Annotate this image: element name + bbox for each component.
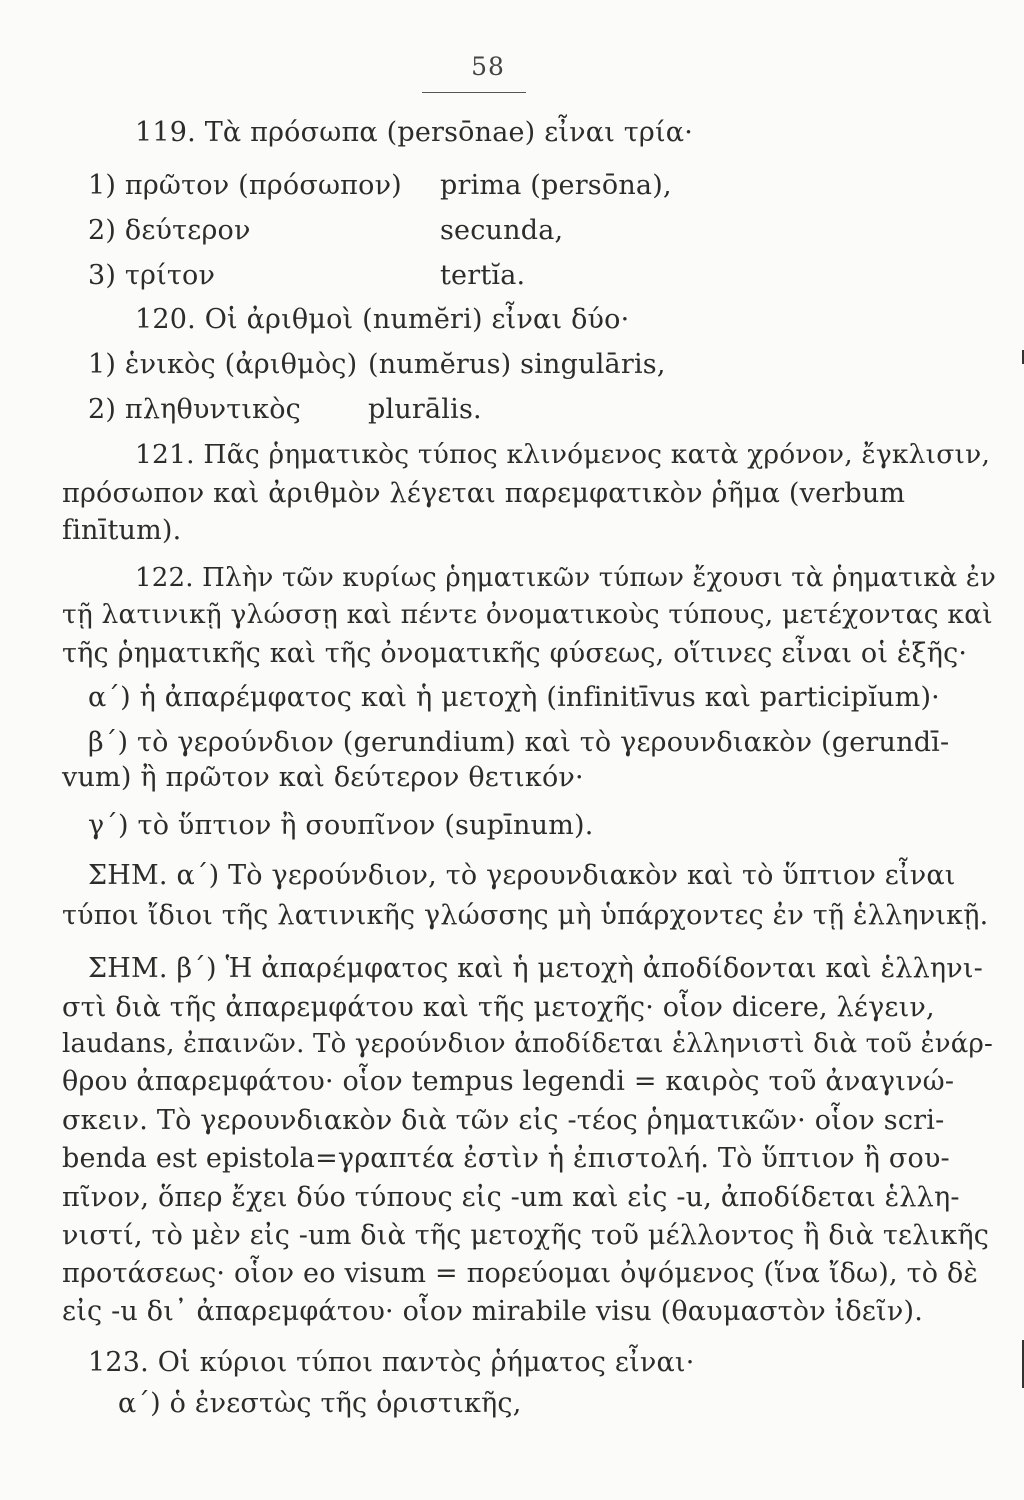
text-line: τῆς ῥηματικῆς καὶ τῆς ὀνοματικῆς φύσεως, οἵτινες εἶναι οἱ ἑξῆς· [62,638,968,669]
latin-line: prima (persōna), [440,170,672,201]
text-line: β΄) τὸ γερούνδιον (gerundium) καὶ τὸ γερουνδιακὸν (gerundī- [88,727,950,758]
text-line: α΄) ἡ ἀπαρέμφατος καὶ ἡ μετοχὴ (infinitīvus καὶ participĭum)· [88,682,940,713]
latin-line: secunda, [440,215,564,246]
page-number-rule [422,92,526,93]
text-line: 122. Πλὴν τῶν κυρίως ῥηματικῶν τύπων ἔχουσι τὰ ῥηματικὰ ἐν [135,563,997,593]
text-line: τύποι ἴδιοι τῆς λατινικῆς γλώσσης μὴ ὑπάρχοντες ἐν τῇ ἑλληνικῇ. [62,900,989,931]
text-line: 2) δεύτερον [88,215,251,246]
text-line: πρόσωπον καὶ ἀριθμὸν λέγεται παρεμφατικὸν ῥῆμα (verbum [62,478,906,509]
text-line: γ΄) τὸ ὕπτιον ἢ σουπῖνον (supīnum). [88,810,594,841]
page-number: 58 [471,52,505,81]
text-line: finītum). [62,515,182,546]
text-line: 119. Τὰ πρόσωπα (persōnae) εἶναι τρία· [135,117,694,148]
text-line: στὶ διὰ τῆς ἀπαρεμφάτου καὶ τῆς μετοχῆς· οἷον dicere, λέγειν, [62,992,935,1023]
text-line: προτάσεως· οἷον eo visum = πορεύομαι ὀψόμενος (ἵνα ἴδω), τὸ δὲ [62,1258,979,1289]
text-line: α΄) ὁ ἐνεστὼς τῆς ὁριστικῆς, [118,1388,522,1419]
text-line: θρου ἀπαρεμφάτου· οἷον tempus legendi = καιρὸς τοῦ ἀναγινώ- [62,1066,955,1097]
text-line: 3) τρίτον [88,260,216,291]
text-line: laudans, ἐπαινῶν. Τὸ γερούνδιον ἀποδίδεται ἑλληνιστὶ διὰ τοῦ ἐνάρ- [62,1029,993,1059]
text-line: ΣΗΜ. β΄) Ἡ ἀπαρέμφατος καὶ ἡ μετοχὴ ἀποδίδονται καὶ ἑλληνι- [88,953,984,984]
text-line: 120. Οἱ ἀριθμοὶ (numĕri) εἶναι δύο· [135,304,630,335]
text-line: τῇ λατινικῇ γλώσσῃ καὶ πέντε ὀνοματικοὺς τύπους, μετέχοντας καὶ [62,599,993,630]
text-line: benda est epistola=γραπτέα ἐστὶν ἡ ἐπιστολή. Τὸ ὕπτιον ἢ σου- [62,1143,950,1174]
text-line: vum) ἢ πρῶτον καὶ δεύτερον θετικόν· [62,762,584,793]
text-line: πῖνον, ὅπερ ἔχει δύο τύπους εἰς -um καὶ εἰς -u, ἀποδίδεται ἑλλη- [62,1182,960,1213]
text-line: 121. Πᾶς ῥηματικὸς τύπος κλινόμενος κατὰ χρόνον, ἔγκλισιν, [135,439,991,470]
text-line: 2) πληθυντικὸς [88,394,301,425]
latin-line: plurālis. [368,394,482,425]
text-line: 123. Οἱ κύριοι τύποι παντὸς ῥήματος εἶναι· [88,1347,695,1378]
latin-line: (numĕrus) singulāris, [368,349,666,380]
text-line: σκειν. Τὸ γερουνδιακὸν διὰ τῶν εἰς -τέος ῥηματικῶν· οἷον scri- [62,1105,945,1136]
text-line: εἰς -u δι᾽ ἀπαρεμφάτου· οἷον mirabile visu (θαυμαστὸν ἰδεῖν). [62,1296,923,1327]
text-line: 1) πρῶτον (πρόσωπον) [88,170,402,201]
text-line: 1) ἑνικὸς (ἀριθμὸς) [88,349,358,380]
latin-line: tertĭa. [440,260,526,291]
text-line: ΣΗΜ. α΄) Τὸ γερούνδιον, τὸ γερουνδιακὸν καὶ τὸ ὕπτιον εἶναι [88,860,956,891]
text-line: νιστί, τὸ μὲν εἰς -um διὰ τῆς μετοχῆς τοῦ μέλλοντος ἢ διὰ τελικῆς [62,1220,990,1251]
